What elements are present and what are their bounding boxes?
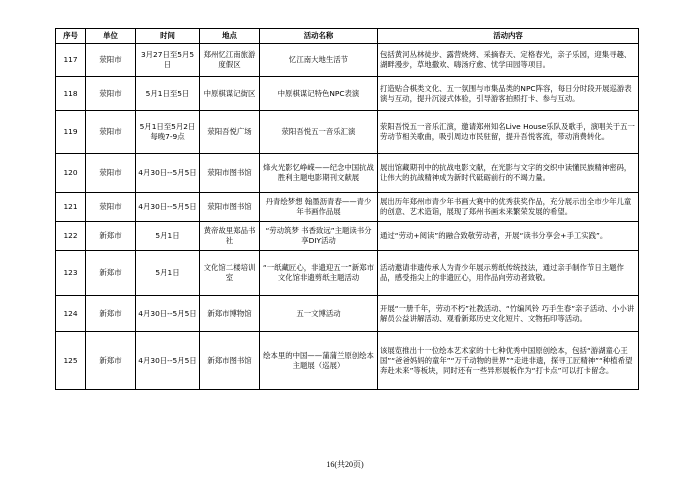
cell-content: 该展览推出十一位绘本艺术家的十七种优秀中国原创绘本，包括“游湖童心王国”“爸爸妈妈的童年”“万千动物的世界”“走进非遗，探寻工匠精神”“种植希望 奔赴未来”等板块，同时还有一些异形展板作为“打卡点”可以打卡留念。 (378, 332, 639, 390)
cell-content: 展出历年郑州市青少年书画大赛中的优秀获奖作品，充分展示出全市少年儿童的创意、艺术造诣，展现了郑州书画未来繁荣发展的希望。 (378, 193, 639, 222)
cell-unit: 荥阳市 (86, 111, 136, 154)
header-no: 序号 (56, 29, 86, 44)
cell-unit: 新郑市 (86, 296, 136, 332)
cell-no: 125 (56, 332, 86, 390)
cell-time: 5月1日 (136, 222, 200, 251)
cell-place: 文化馆二楼培训室 (200, 251, 260, 296)
table-row (56, 296, 639, 332)
cell-name: “一纸藏匠心，非遗迎五一”新郑市文化馆非遗剪纸主题活动 (260, 251, 378, 296)
table-row (56, 111, 639, 154)
cell-name: 绘本里的中国——蒲蒲兰原创绘本主题展（巡展） (260, 332, 378, 390)
cell-name: 中原棋谋记特色NPC表演 (260, 77, 378, 111)
page-number: 16(共20页) (326, 460, 364, 469)
table-row (56, 154, 639, 193)
cell-name: 五一文博活动 (260, 296, 378, 332)
table-row (56, 77, 639, 111)
cell-unit: 荥阳市 (86, 154, 136, 193)
header-content: 活动内容 (378, 29, 639, 44)
cell-place: 荥阳市图书馆 (200, 193, 260, 222)
cell-content: 包括黄河丛林徒步、露营烧烤、采摘春天、定格春光，亲子乐园，迎集寻趣、湖畔漫步，草地撒欢、嗨汤疗愈、忧学田园等项目。 (378, 44, 639, 77)
cell-unit: 新郑市 (86, 332, 136, 390)
cell-name: “劳动筑梦 书香致远”主题读书分享DIY活动 (260, 222, 378, 251)
cell-time: 4月30日--5月5日 (136, 332, 200, 390)
table-row (56, 332, 639, 390)
cell-place: 中原棋谋记街区 (200, 77, 260, 111)
cell-place: 郑州忆江南旅游度假区 (200, 44, 260, 77)
cell-content: 荥阳吾悦五一音乐汇演，邀请郑州知名Live House乐队及歌手，演唱关于五一劳动节相关歌曲，吸引周边市民驻留，提升吾悦客流，带动消费转化。 (378, 111, 639, 154)
cell-time: 5月1日 (136, 251, 200, 296)
cell-no: 118 (56, 77, 86, 111)
cell-no: 123 (56, 251, 86, 296)
cell-unit: 新郑市 (86, 251, 136, 296)
header-name: 活动名称 (260, 29, 378, 44)
cell-time: 4月30日--5月5日 (136, 193, 200, 222)
cell-content: 通过“劳动+阅读”的融合致敬劳动者，开展“读书分享会+手工实践”。 (378, 222, 639, 251)
cell-time: 5月1日至5月2日每晚7-9点 (136, 111, 200, 154)
header-place: 地点 (200, 29, 260, 44)
cell-time: 3月27日至5月5日 (136, 44, 200, 77)
cell-name: 忆江南大地生活节 (260, 44, 378, 77)
cell-place: 黄帝故里郑品书社 (200, 222, 260, 251)
cell-time: 4月30日--5月5日 (136, 296, 200, 332)
table-row (56, 251, 639, 296)
cell-no: 122 (56, 222, 86, 251)
cell-place: 新郑市博物馆 (200, 296, 260, 332)
cell-name: 荥阳吾悦五一音乐汇演 (260, 111, 378, 154)
cell-no: 120 (56, 154, 86, 193)
cell-name: 丹青绘梦想 翰墨沥青春——青少年书画作品展 (260, 193, 378, 222)
table-row (56, 193, 639, 222)
cell-no: 119 (56, 111, 86, 154)
cell-unit: 新郑市 (86, 222, 136, 251)
header-time: 时间 (136, 29, 200, 44)
cell-time: 4月30日--5月5日 (136, 154, 200, 193)
document-page (55, 28, 638, 390)
cell-unit: 荥阳市 (86, 77, 136, 111)
header-unit: 单位 (86, 29, 136, 44)
table-header-row (56, 29, 639, 44)
cell-content: 展出馆藏期刊中的抗战电影文献，在光影与文字的交织中读懂民族精神密码，让伟大的抗战精神成为新时代砥砺前行的不竭力量。 (378, 154, 639, 193)
cell-no: 117 (56, 44, 86, 77)
cell-content: 开展“一册千年，劳动不朽”社教活动、“竹编风铃 巧手生春”亲子活动、小小讲解员公益讲解活动、观看新郑历史文化短片、文物拓印等活动。 (378, 296, 639, 332)
cell-place: 新郑市图书馆 (200, 332, 260, 390)
table-row (56, 44, 639, 77)
activity-table (55, 28, 639, 390)
cell-unit: 荥阳市 (86, 193, 136, 222)
cell-place: 荥阳市图书馆 (200, 154, 260, 193)
table-row (56, 222, 639, 251)
cell-place: 荥阳吾悦广场 (200, 111, 260, 154)
cell-no: 121 (56, 193, 86, 222)
cell-name: 烽火光影忆峥嵘——纪念中国抗战胜利主题电影期刊文献展 (260, 154, 378, 193)
cell-content: 活动邀请非遗传承人为青少年展示剪纸传统技法，通过亲手制作节日主题作品，感受指尖上的非遗匠心，用作品向劳动者致敬。 (378, 251, 639, 296)
cell-content: 打造贴合棋类文化、五一氛围与市集品类的NPC阵容，每日分时段开展巡游表演与互动，提升沉浸式体验，引导游客拍照打卡、参与互动。 (378, 77, 639, 111)
cell-time: 5月1日至5日 (136, 77, 200, 111)
cell-unit: 荥阳市 (86, 44, 136, 77)
cell-no: 124 (56, 296, 86, 332)
